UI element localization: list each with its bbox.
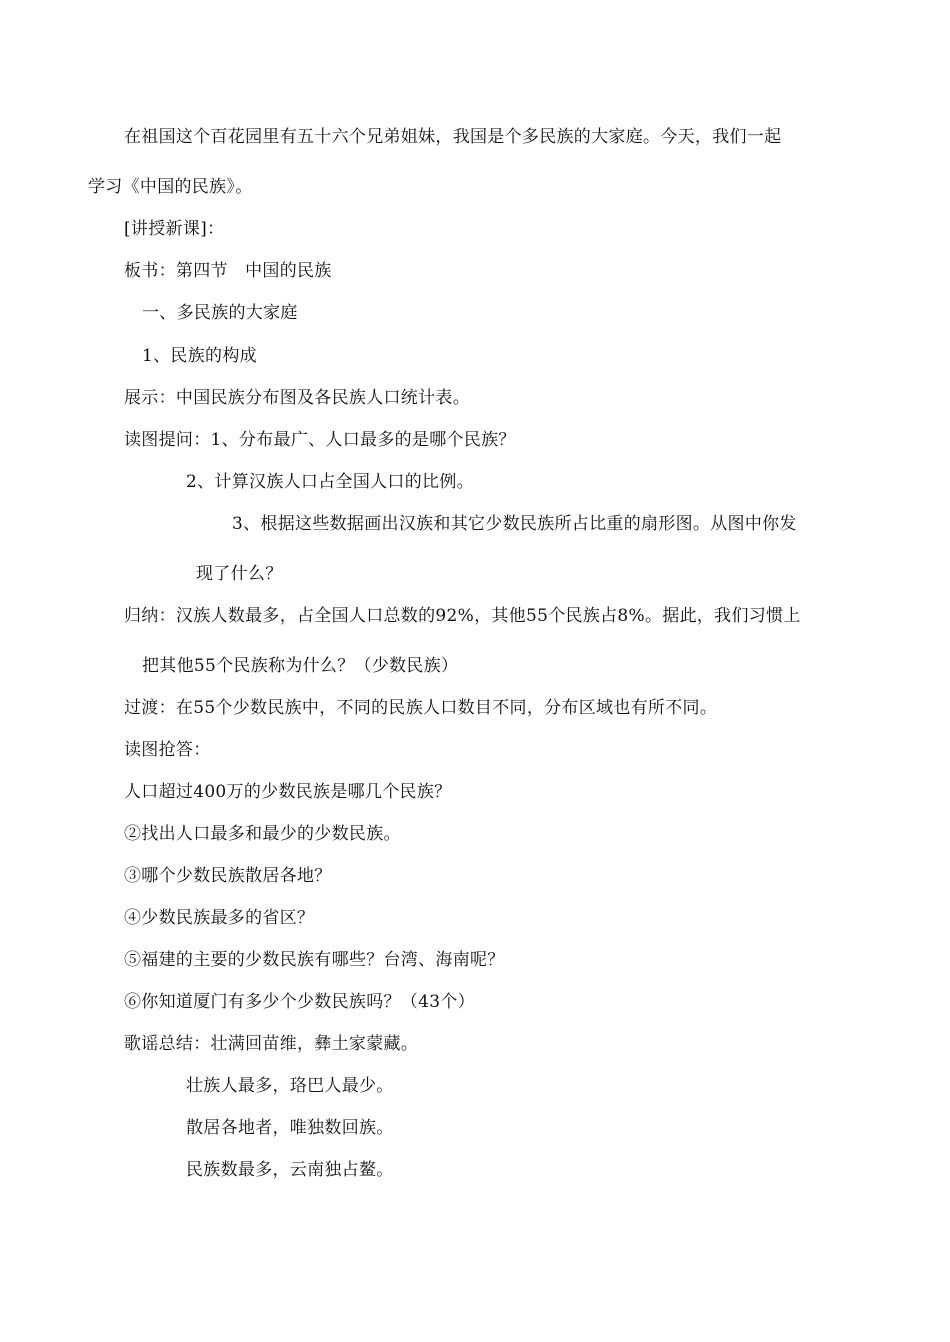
rhyme-line-3: 民族数最多，云南独占鳌。 bbox=[186, 1160, 394, 1180]
display-line: 展示：中国民族分布图及各民族人口统计表。 bbox=[124, 388, 470, 408]
rhyme-heading: 歌谣总结：壮满回苗维，彝土家蒙藏。 bbox=[124, 1034, 419, 1054]
quick-answer-item-3: ③哪个少数民族散居各地？ bbox=[124, 866, 332, 886]
quick-answer-item-2: ②找出人口最多和最少的少数民族。 bbox=[124, 824, 401, 844]
question-3-line-2: 现了什么？ bbox=[196, 564, 283, 584]
rhyme-line-1: 壮族人最多，珞巴人最少。 bbox=[186, 1076, 394, 1096]
question-1: 读图提问：1、分布最广、人口最多的是哪个民族？ bbox=[124, 430, 516, 450]
question-2: 2、计算汉族人口占全国人口的比例。 bbox=[186, 472, 474, 492]
summary-line-1: 归纳：汉族人数最多，占全国人口总数的92%，其他55个民族占8%。据此，我们习惯上 bbox=[124, 606, 801, 626]
rhyme-line-2: 散居各地者，唯独数回族。 bbox=[186, 1118, 394, 1138]
question-3-line-1: 3、根据这些数据画出汉族和其它少数民族所占比重的扇形图。从图中你发 bbox=[232, 514, 797, 534]
quick-answer-item-1: 人口超过400万的少数民族是哪几个民族？ bbox=[124, 782, 452, 802]
quick-answer-heading: 读图抢答： bbox=[124, 740, 211, 760]
subsection-one-heading: 1、民族的构成 bbox=[142, 346, 257, 366]
quick-answer-item-6: ⑥你知道厦门有多少个少数民族吗？（43个） bbox=[124, 992, 475, 1012]
intro-line-2: 学习《中国的民族》。 bbox=[88, 177, 253, 197]
lecture-heading: [讲授新课]： bbox=[124, 219, 225, 239]
section-one-heading: 一、多民族的大家庭 bbox=[142, 303, 298, 323]
quick-answer-item-4: ④少数民族最多的省区？ bbox=[124, 908, 315, 928]
quick-answer-item-5: ⑤福建的主要的少数民族有哪些？台湾、海南呢？ bbox=[124, 950, 505, 970]
summary-line-2: 把其他55个民族称为什么？（少数民族） bbox=[142, 656, 459, 676]
board-title: 板书：第四节 中国的民族 bbox=[124, 261, 332, 281]
transition-line: 过渡：在55个少数民族中，不同的民族人口数目不同，分布区域也有所不同。 bbox=[124, 698, 718, 718]
intro-line-1: 在祖国这个百花园里有五十六个兄弟姐妹，我国是个多民族的大家庭。今天，我们一起 bbox=[124, 127, 782, 147]
